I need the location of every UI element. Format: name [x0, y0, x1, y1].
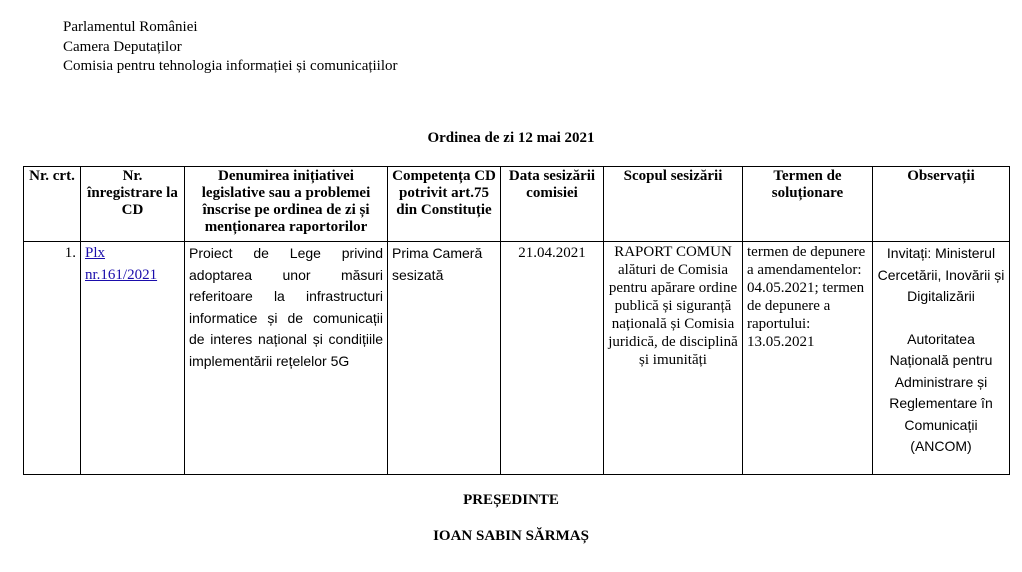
col-header-observatii: Observații: [873, 167, 1010, 242]
col-header-competenta: Competența CD potrivit art.75 din Constituție: [388, 167, 501, 242]
cell-nr: 1.: [24, 242, 81, 475]
scop-body: alături de Comisia pentru apărare ordine publică și siguranță națională și Comisia juridică, de disciplină și imunități: [608, 262, 738, 368]
obs-invitati: Invitați: Ministerul Cercetării, Inovării și Digitalizării: [877, 245, 1005, 304]
agenda-table: [23, 166, 1010, 475]
header-chamber: Camera Deputaților: [63, 38, 182, 55]
cell-data: 21.04.2021: [501, 242, 604, 475]
cell-observatii: [873, 242, 1010, 475]
registration-link[interactable]: Plx nr.161/2021: [85, 245, 158, 283]
cell-denumire: Proiect de Lege privind adoptarea unor măsuri referitoare la infrastructuri informatice și de comunicații de interes național și condițiile implementării rețelelor 5G: [185, 242, 388, 475]
col-header-registration: Nr. înregistrare la CD: [81, 167, 185, 242]
document-header: [63, 18, 398, 77]
col-header-nr: Nr. crt.: [24, 167, 81, 242]
obs-ancom: Autoritatea Națională pentru Administrare și Reglementare în Comunicații (ANCOM): [889, 330, 993, 454]
header-committee: Comisia pentru tehnologia informației și comunicațiilor: [63, 58, 398, 74]
footer-role: PREȘEDINTE: [463, 492, 559, 508]
table-header-row: [24, 167, 1010, 242]
col-header-denumire: Denumirea inițiativei legislative sau a problemei înscrise pe ordinea de zi și menționarea raportorilor: [185, 167, 388, 242]
cell-termen: termen de depunere a amendamentelor: 04.05.2021; termen de depunere a raportului: 13.05.2021: [743, 242, 873, 475]
cell-competenta: Prima Cameră sesizată: [388, 242, 501, 475]
scop-title: RAPORT COMUN: [614, 244, 732, 260]
col-header-data: Data sesizării comisiei: [501, 167, 604, 242]
table-row: [24, 242, 1010, 475]
header-parliament: Parlamentul României: [63, 19, 198, 35]
cell-registration: [81, 242, 185, 475]
col-header-scop: Scopul sesizării: [604, 167, 743, 242]
agenda-title: Ordinea de zi 12 mai 2021: [427, 130, 595, 146]
footer-name: IOAN SABIN SĂRMAȘ: [433, 528, 589, 544]
cell-scop: [604, 242, 743, 475]
col-header-termen: Termen de soluționare: [743, 167, 873, 242]
